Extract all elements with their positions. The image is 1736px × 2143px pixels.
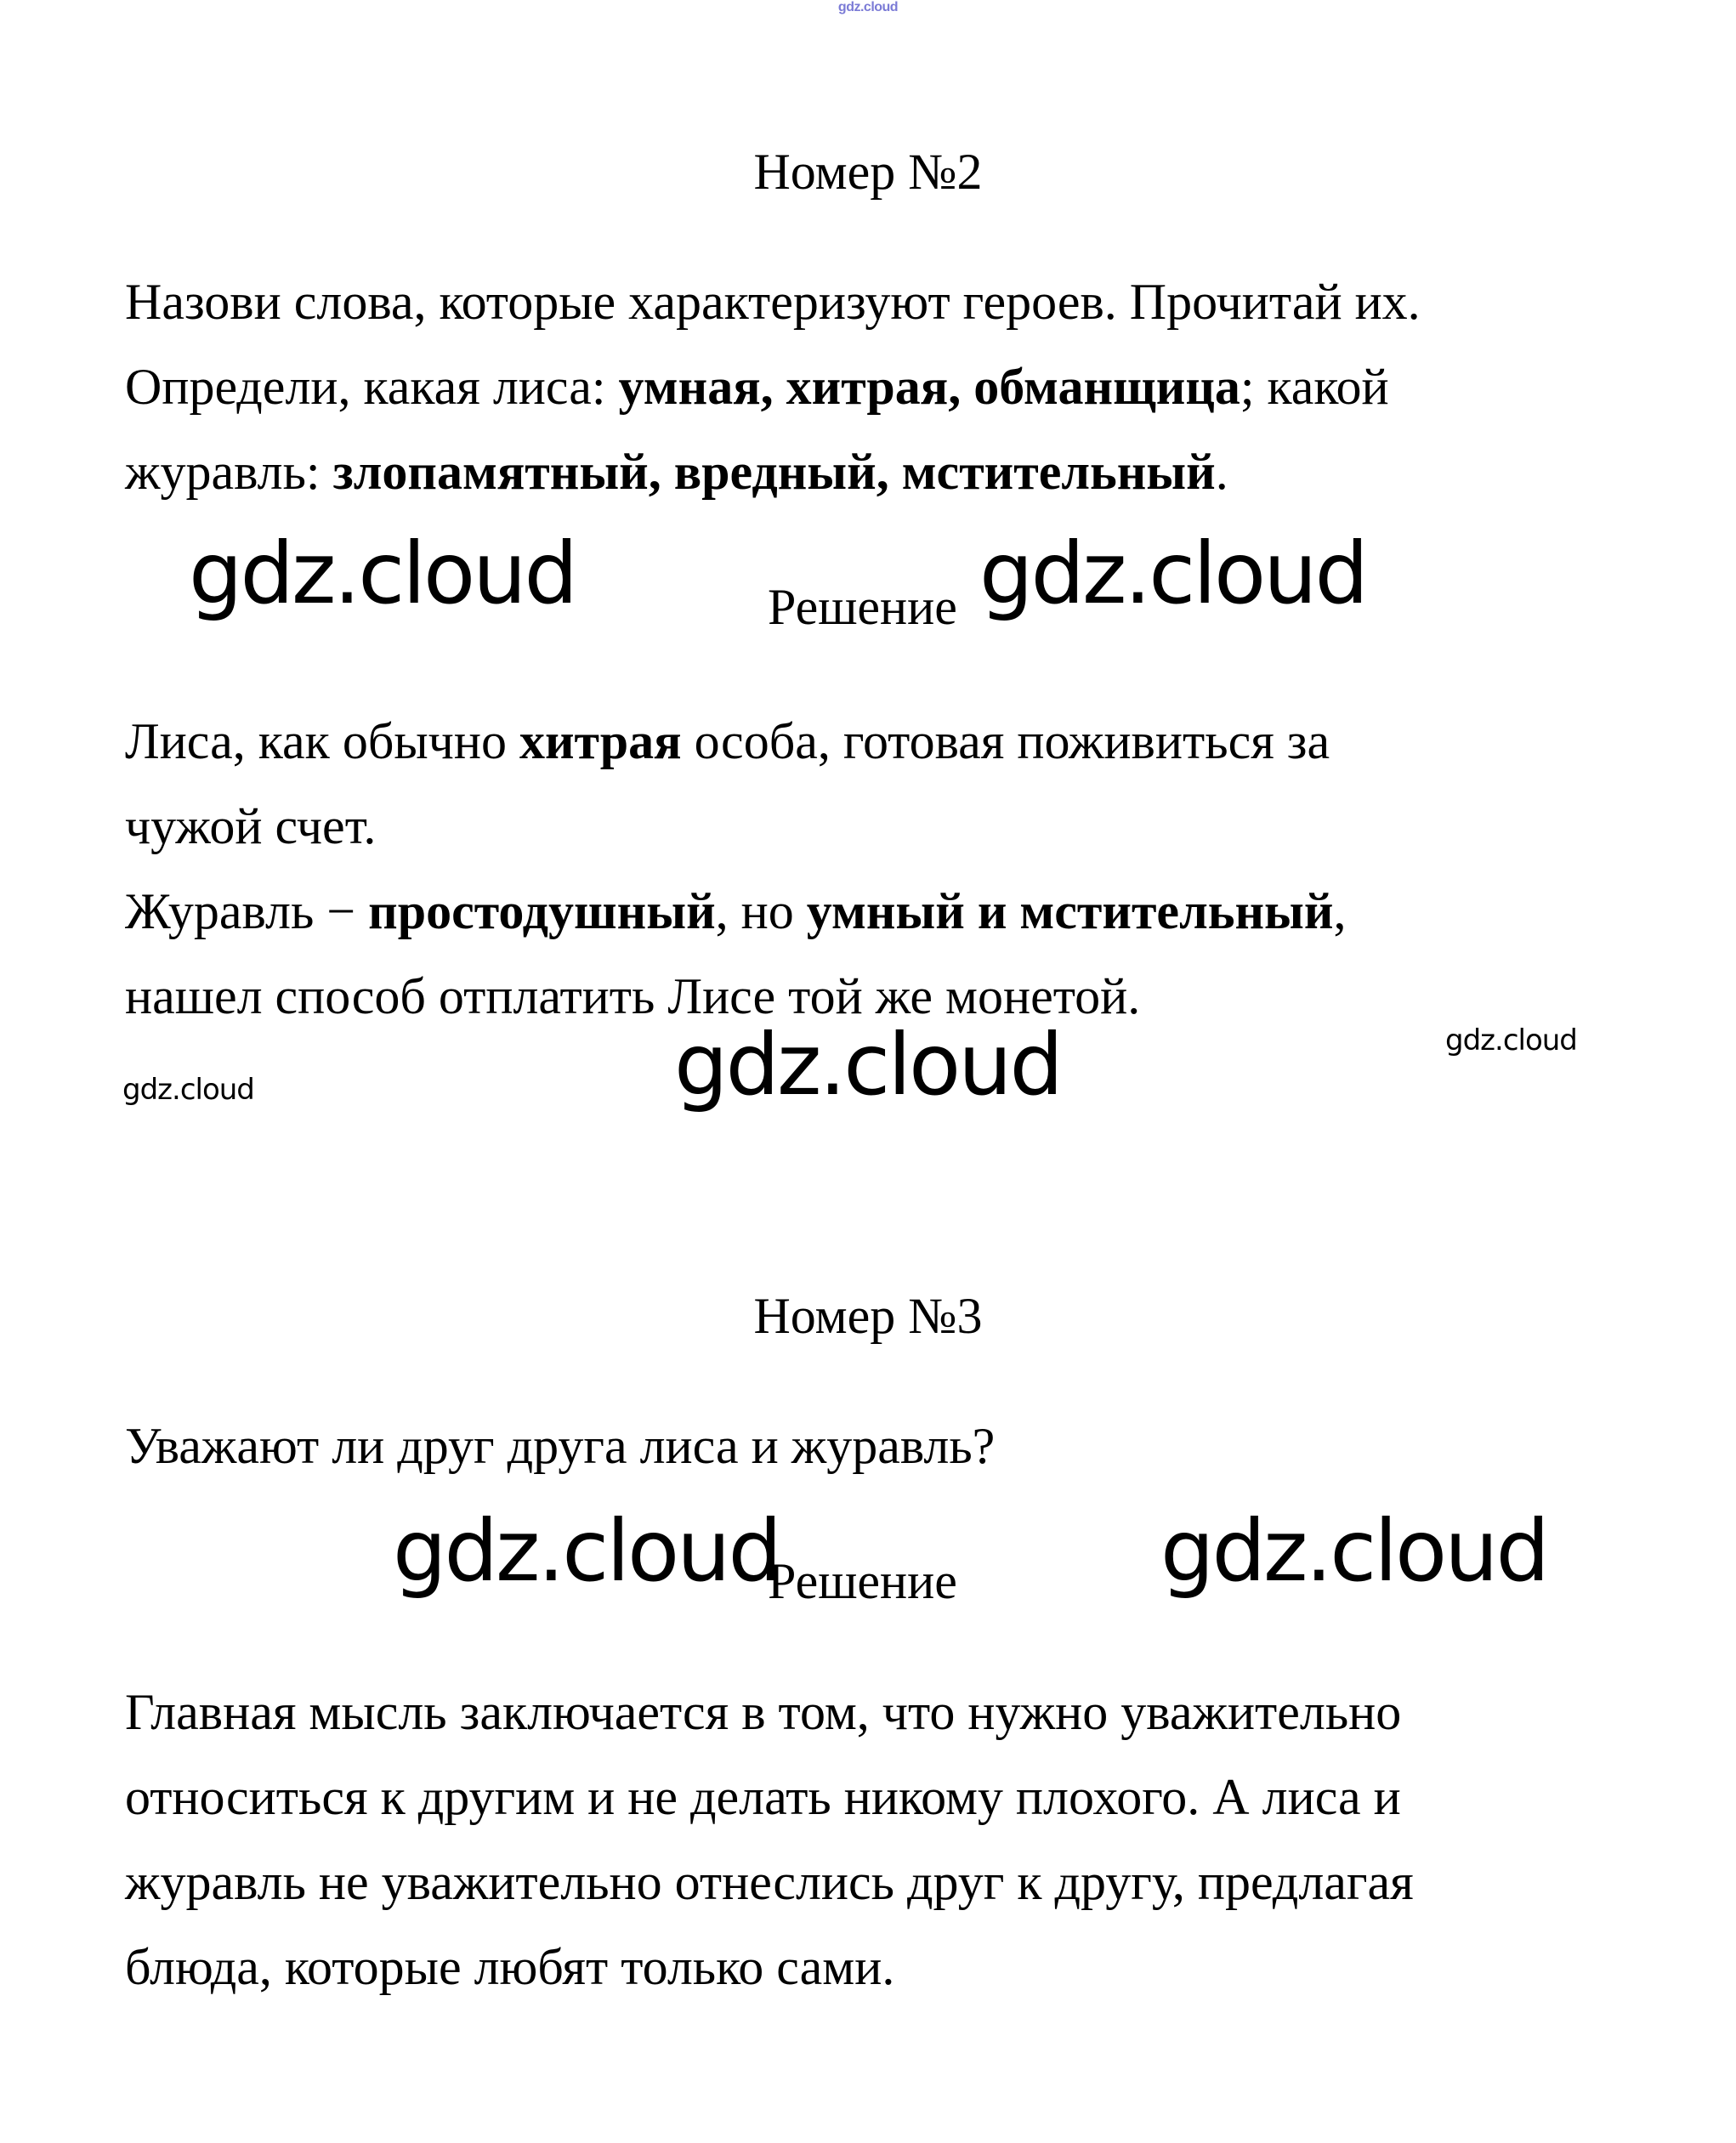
task2-answer-line4: нашел способ отплатить Лисе той же монетой. xyxy=(125,968,1141,1024)
crane-traits: злопамятный, вредный, мстительный xyxy=(332,444,1216,500)
task3-answer-line1: Главная мысль заключается в том, что нужно уважительно xyxy=(125,1684,1402,1740)
task3-question-line: Уважают ли друг друга лиса и журавль? xyxy=(125,1418,996,1474)
top-watermark: gdz.cloud xyxy=(837,0,899,14)
task3-answer-line3: журавль не уважительно отнеслись друг к другу, предлагая xyxy=(125,1854,1414,1910)
task3-answer xyxy=(125,1670,1655,2010)
task2-answer xyxy=(125,699,1655,1039)
task2-solution-label: Решение xyxy=(768,579,957,635)
fox-traits: умная, хитрая, обманщица xyxy=(618,359,1240,415)
watermark: gdz.cloud xyxy=(393,1501,780,1601)
task2-answer-line2: чужой счет. xyxy=(125,798,377,854)
watermark: gdz.cloud xyxy=(189,524,576,623)
task2-answer-line1: Лиса, как обычно хитрая особа, готовая поживиться за xyxy=(125,713,1330,769)
task3-question xyxy=(125,1403,1655,1488)
watermark: gdz.cloud xyxy=(1160,1501,1548,1601)
task2-question-line3: журавль: злопамятный, вредный, мстительный. xyxy=(125,444,1228,500)
task3-answer-line4: блюда, которые любят только сами. xyxy=(125,1939,895,1995)
watermark: gdz.cloud xyxy=(1445,1023,1577,1057)
task2-question xyxy=(125,259,1655,514)
task3-heading: Номер №3 xyxy=(753,1288,983,1344)
task2-question-line1: Назови слова, которые характеризуют героев. Прочитай их. xyxy=(125,274,1421,330)
task2-question-line2: Определи, какая лиса: умная, хитрая, обманщица; какой xyxy=(125,359,1389,415)
task2-answer-line3: Журавль − простодушный, но умный и мстительный, xyxy=(125,883,1347,939)
watermark: gdz.cloud xyxy=(122,1073,254,1107)
watermark: gdz.cloud xyxy=(979,524,1367,623)
task2-heading: Номер №2 xyxy=(753,144,983,200)
watermark: gdz.cloud xyxy=(674,1015,1062,1114)
task3-solution-label: Решение xyxy=(768,1553,957,1609)
task3-answer-line2: относиться к другим и не делать никому плохого. А лиса и xyxy=(125,1769,1401,1825)
